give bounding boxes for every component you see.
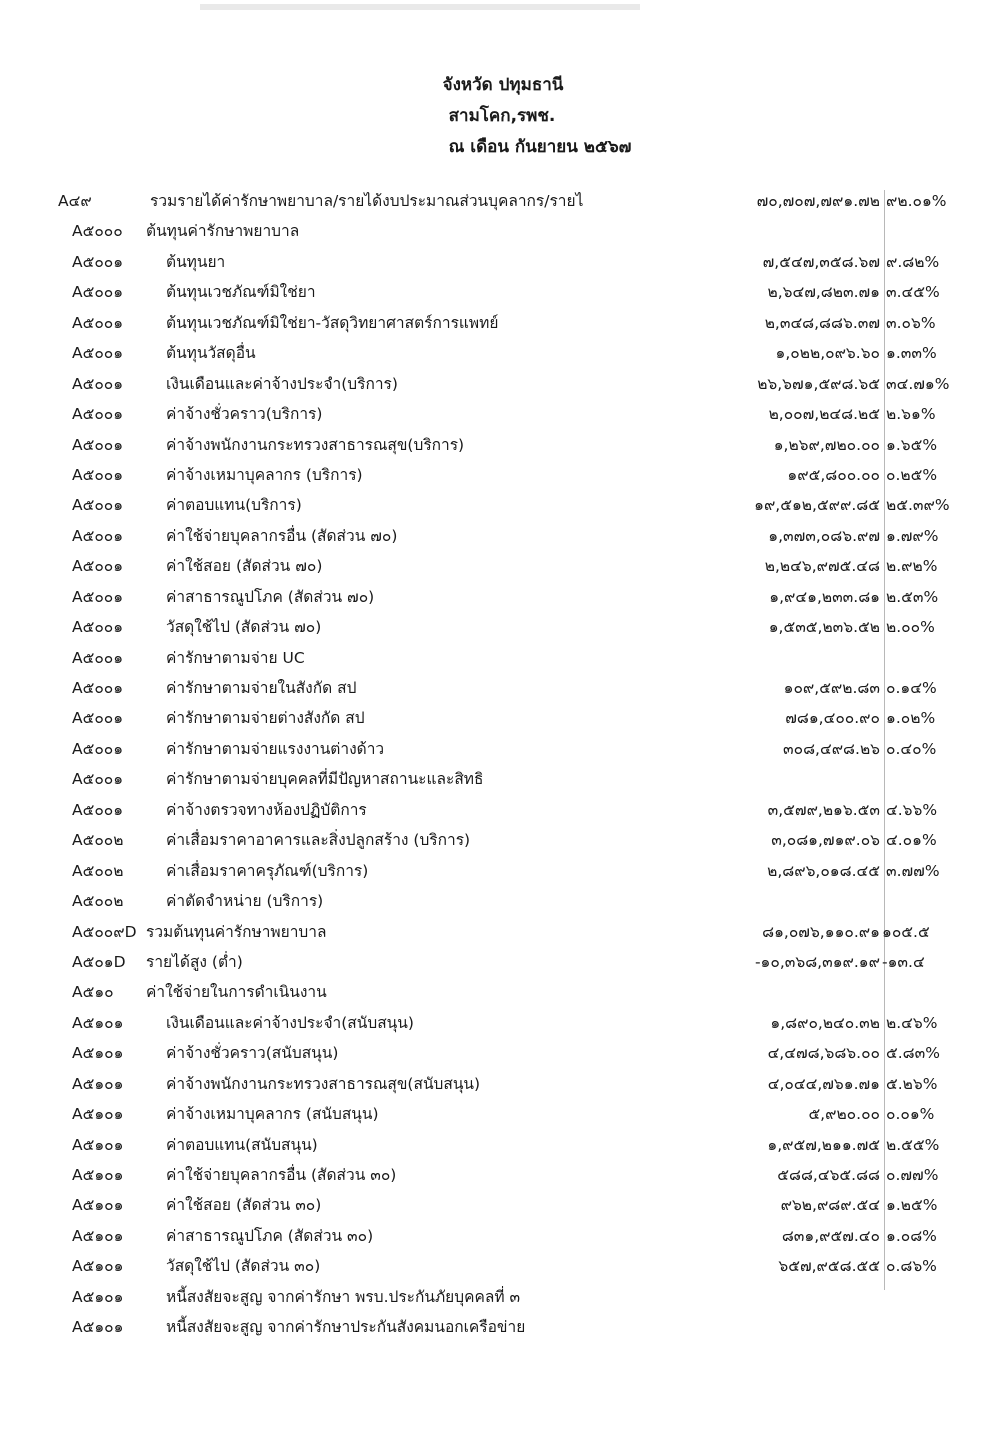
row-label: หนี้สงสัยจะสูญ จากค่ารักษา พรบ.ประกันภัยบุคคลที่ ๓ [166,1287,521,1306]
table-row [0,1038,1000,1068]
row-code: A๕๐๐๑ [72,283,124,302]
row-label: ค่าเสื่อมราคาครุภัณฑ์(บริการ) [166,861,369,880]
row-percent: ๐.๔๐% [886,739,937,758]
row-amount: ๒,๖๔๗,๘๒๓.๗๑ [767,283,880,302]
row-label: ค่ารักษาตามจ่ายแรงงานต่างด้าว [166,739,385,758]
row-amount: ๙๖๒,๙๘๙.๕๔ [780,1196,880,1215]
row-label: ค่าใช้จ่ายในการดำเนินงาน [146,983,327,1002]
table-row [0,734,1000,764]
row-percent: ๙.๘๒% [886,252,940,271]
row-code: A๕๐๐๒ [72,831,124,850]
row-label: ต้นทุนค่ารักษาพยาบาล [146,222,300,241]
row-percent: ๓.๔๕% [886,283,940,302]
row-percent: ๒๕.๓๙% [886,496,950,515]
row-code: A๕๐๐๑ [72,374,124,393]
row-code: A๕๑๐๑ [72,1318,124,1337]
row-amount: ๓,๕๗๙,๒๑๖.๕๓ [767,800,880,819]
row-amount: ๓๐๘,๔๙๘.๒๖ [783,739,880,758]
row-label: ค่ารักษาตามจ่ายต่างสังกัด สป [166,709,365,728]
row-code: A๕๐๐๐ [72,222,123,241]
row-percent: ๔.๐๑% [886,831,937,850]
table-row [0,947,1000,977]
table-row [0,247,1000,277]
table-row [0,856,1000,886]
row-amount: ๖๕๗,๙๕๘.๕๕ [778,1257,880,1276]
row-percent: ๒.๙๒% [886,557,938,576]
table-row [0,764,1000,794]
table-row [0,430,1000,460]
row-code: A๕๐๐๙D [72,922,137,941]
table-row [0,277,1000,307]
row-label: ต้นทุนวัสดุอื่น [166,344,256,363]
row-code: A๕๑๐๑ [72,1257,124,1276]
row-code: A๕๐๐๑ [72,770,124,789]
row-code: A๕๑๐๑ [72,1135,124,1154]
table-row [0,886,1000,916]
row-code: A๕๐๐๑ [72,618,124,637]
row-label: ค่าใช้จ่ายบุคลากรอื่น (สัดส่วน ๗๐) [166,526,398,545]
facility-title: สามโคก,รพช. [448,106,556,126]
row-code: A๕๑๐ [72,983,114,1002]
row-label: ค่าเสื่อมราคาอาคารและสิ่งปลูกสร้าง (บริการ) [166,831,471,850]
row-percent: ๑.๖๕% [886,435,938,454]
row-code: A๕๑๐๑ [72,1287,124,1306]
row-amount: ๒,๐๐๗,๒๔๘.๒๕ [768,405,880,424]
row-code: A๕๐๐๑ [72,587,124,606]
row-amount: ๑,๙๕๗,๒๑๑.๗๕ [767,1135,880,1154]
row-amount: ๗๘๑,๔๐๐.๙๐ [785,709,880,728]
row-amount: ๑,๐๒๒,๐๙๖.๖๐ [775,344,880,363]
table-row [0,521,1000,551]
table-row [0,1130,1000,1160]
row-label: รวมรายได้ค่ารักษาพยาบาล/รายได้งบประมาณส่วนบุคลากร/รายไ [150,192,584,210]
row-label: ค่าตอบแทน(บริการ) [166,496,302,515]
row-label: วัสดุใช้ไป (สัดส่วน ๗๐) [166,618,322,637]
table-row [0,1251,1000,1281]
row-code: A๕๑๐๑ [72,1196,124,1215]
row-label: ค่าจ้างเหมาบุคลากร (บริการ) [166,465,363,484]
row-percent: ๑.๗๙% [886,526,939,545]
row-code: A๕๑๐๑ [72,1013,124,1032]
row-amount: ๑,๙๔๑,๒๓๓.๘๑ [769,587,880,606]
row-label: ค่าตัดจำหน่าย (บริการ) [166,892,324,911]
row-label: ค่าใช้สอย (สัดส่วน ๓๐) [166,1196,322,1215]
table-row [0,1069,1000,1099]
scan-artifact [200,4,640,10]
row-amount: ๒,๒๔๖,๙๗๕.๔๘ [764,557,880,576]
row-percent: ๑.๓๓% [886,344,937,363]
row-label: ต้นทุนเวชภัณฑ์มิใช่ยา [166,283,316,302]
row-percent: ๐.๒๕% [886,465,938,484]
table-row [0,1282,1000,1312]
table-row [0,1099,1000,1129]
row-code: A๕๐๐๑ [72,709,124,728]
row-amount: ๕,๙๒๐.๐๐ [808,1105,880,1124]
row-code: A๕๑๐๑ [72,1044,124,1063]
row-percent: ๙๒.๐๑% [886,192,947,210]
row-amount: ๒๖,๖๗๑,๕๙๘.๖๕ [757,374,880,393]
row-code: A๕๐๑D [72,952,126,971]
period-title: ณ เดือน กันยายน ๒๕๖๗ [448,137,632,157]
table-row [0,1160,1000,1190]
row-percent: ๐.๘๖% [886,1257,937,1276]
table-row [0,460,1000,490]
row-amount: ๑,๒๖๙,๗๒๐.๐๐ [773,435,880,454]
row-amount: ๑๙,๕๑๒,๕๙๙.๘๕ [754,496,880,515]
row-code: A๕๐๐๑ [72,496,124,515]
table-row [0,1221,1000,1251]
row-code: A๕๐๐๑ [72,800,124,819]
table-row [0,582,1000,612]
row-label: ค่าใช้สอย (สัดส่วน ๗๐) [166,557,323,576]
row-amount: ๗๐,๗๐๗,๗๙๑.๗๒ [756,192,880,210]
row-code: A๕๐๐๒ [72,892,124,911]
row-percent: -๑๓.๔ [882,952,925,971]
row-code: A๕๑๐๑ [72,1074,124,1093]
row-percent: ๑.๐๒% [886,709,936,728]
table-row [0,612,1000,642]
table-row [0,1008,1000,1038]
province-title: จังหวัด ปทุมธานี [442,75,564,95]
row-code: A๕๑๐๑ [72,1166,124,1184]
row-amount: ๑,๓๗๓,๐๘๖.๙๗ [768,526,880,545]
row-amount: ๘๓๑,๙๕๗.๔๐ [781,1226,880,1245]
row-label: รวมต้นทุนค่ารักษาพยาบาล [146,922,327,941]
row-label: ต้นทุนเวชภัณฑ์มิใช่ยา-วัสดุวิทยาศาสตร์การแพทย์ [166,313,499,332]
row-percent: ๓.๗๗% [886,861,940,880]
row-percent: ๑.๒๕% [886,1196,938,1215]
table-row [0,1312,1000,1342]
cost-table [0,186,1000,1343]
table-row [0,917,1000,947]
table-row [0,338,1000,368]
row-label: ค่ารักษาตามจ่ายในสังกัด สป [166,679,357,697]
table-row [0,399,1000,429]
row-code: A๕๐๐๑ [72,313,124,332]
row-code: A๕๐๐๑ [72,648,124,667]
row-label: ค่าจ้างเหมาบุคลากร (สนับสนุน) [166,1105,379,1124]
row-label: ค่าจ้างชั่วคราว(บริการ) [166,405,323,424]
row-label: ต้นทุนยา [166,252,226,271]
row-code: A๕๑๐๑ [72,1105,124,1124]
row-amount: ๒,๓๔๘,๘๘๖.๓๗ [764,313,880,332]
row-label: ค่าจ้างพนักงานกระทรวงสาธารณสุข(บริการ) [166,435,465,454]
table-row [0,308,1000,338]
row-amount: ๔,๐๔๔,๗๖๑.๗๑ [767,1074,880,1093]
row-label: ค่าตอบแทน(สนับสนุน) [166,1135,318,1154]
row-label: ค่าจ้างชั่วคราว(สนับสนุน) [166,1044,339,1063]
table-row [0,643,1000,673]
row-percent: ๐.๐๑% [886,1105,935,1124]
row-label: เงินเดือนและค่าจ้างประจำ(บริการ) [166,374,398,393]
table-row [0,703,1000,733]
table-row [0,673,1000,703]
row-percent: ๒.๔๖% [886,1013,938,1032]
row-percent: ๕.๘๓% [886,1044,940,1063]
row-percent: ๒.๖๑% [886,405,936,424]
row-code: A๕๐๐๑ [72,526,124,545]
row-code: A๕๐๐๑ [72,739,124,758]
row-percent: ๒.๕๓% [886,587,939,606]
table-row [0,795,1000,825]
row-label: วัสดุใช้ไป (สัดส่วน ๓๐) [166,1257,321,1276]
table-row [0,1190,1000,1220]
row-label: ค่าสาธารณูปโภค (สัดส่วน ๓๐) [166,1226,374,1245]
row-amount: ๔,๔๗๘,๖๘๖.๐๐ [767,1044,880,1063]
row-label: ค่ารักษาตามจ่ายบุคคลที่มีปัญหาสถานะและสิทธิ [166,770,484,789]
row-amount: ๗,๕๔๗,๓๕๘.๖๗ [762,252,880,271]
row-percent: ๐.๗๗% [886,1166,939,1184]
row-percent: ๔.๖๖% [886,800,938,819]
row-label: หนี้สงสัยจะสูญ จากค่ารักษาประกันสังคมนอกเครือข่าย [166,1318,526,1337]
table-row [0,186,1000,216]
row-code: A๕๐๐๑ [72,344,124,363]
row-amount: ๓,๐๘๑,๗๑๙.๐๖ [771,831,880,850]
row-percent: ๑.๐๘% [886,1226,937,1245]
row-percent: ๓.๐๖% [886,313,936,332]
row-percent: ๑๐๕.๕ [882,922,930,941]
row-amount: ๑๙๕,๘๐๐.๐๐ [787,465,880,484]
row-percent: ๒.๐๐% [886,618,935,637]
row-code: A๕๐๐๒ [72,861,124,880]
row-percent: ๐.๑๔% [886,679,937,697]
row-percent: ๕.๒๖% [886,1074,938,1093]
row-amount: ๑,๕๓๕,๒๓๖.๕๒ [768,618,880,637]
row-code: A๕๑๐๑ [72,1226,124,1245]
row-code: A๕๐๐๑ [72,435,124,454]
row-code: A๕๐๐๑ [72,465,124,484]
row-label: ค่าจ้างตรวจทางห้องปฏิบัติการ [166,800,367,819]
table-row [0,216,1000,246]
row-label: รายได้สูง (ต่ำ) [146,952,243,971]
table-row [0,369,1000,399]
row-label: เงินเดือนและค่าจ้างประจำ(สนับสนุน) [166,1013,414,1032]
row-code: A๕๐๐๑ [72,252,124,271]
row-label: ค่าใช้จ่ายบุคลากรอื่น (สัดส่วน ๓๐) [166,1166,397,1184]
row-label: ค่าสาธารณูปโภค (สัดส่วน ๗๐) [166,587,375,606]
row-amount: -๑๐,๓๖๘,๓๑๙.๑๙ [754,952,880,971]
row-code: A๔๙ [58,192,92,210]
row-code: A๕๐๐๑ [72,405,124,424]
row-label: ค่าจ้างพนักงานกระทรวงสาธารณสุข(สนับสนุน) [166,1074,481,1093]
row-percent: ๒.๕๕% [886,1135,940,1154]
table-row [0,825,1000,855]
row-label: ค่ารักษาตามจ่าย UC [166,648,305,667]
row-amount: ๑๐๙,๕๙๒.๘๓ [783,679,880,697]
report-header [0,70,1000,163]
row-code: A๕๐๐๑ [72,679,124,697]
row-code: A๕๐๐๑ [72,557,124,576]
table-row [0,490,1000,520]
table-row [0,977,1000,1007]
row-amount: ๒,๘๙๖,๐๑๘.๔๕ [767,861,880,880]
row-percent: ๓๔.๗๑% [886,374,950,393]
table-row [0,551,1000,581]
row-amount: ๕๘๘,๔๖๕.๘๘ [777,1166,880,1184]
row-amount: ๑,๘๙๐,๒๔๐.๓๒ [770,1013,880,1032]
row-amount: ๘๑,๐๗๖,๑๑๐.๙๑ [762,922,880,941]
